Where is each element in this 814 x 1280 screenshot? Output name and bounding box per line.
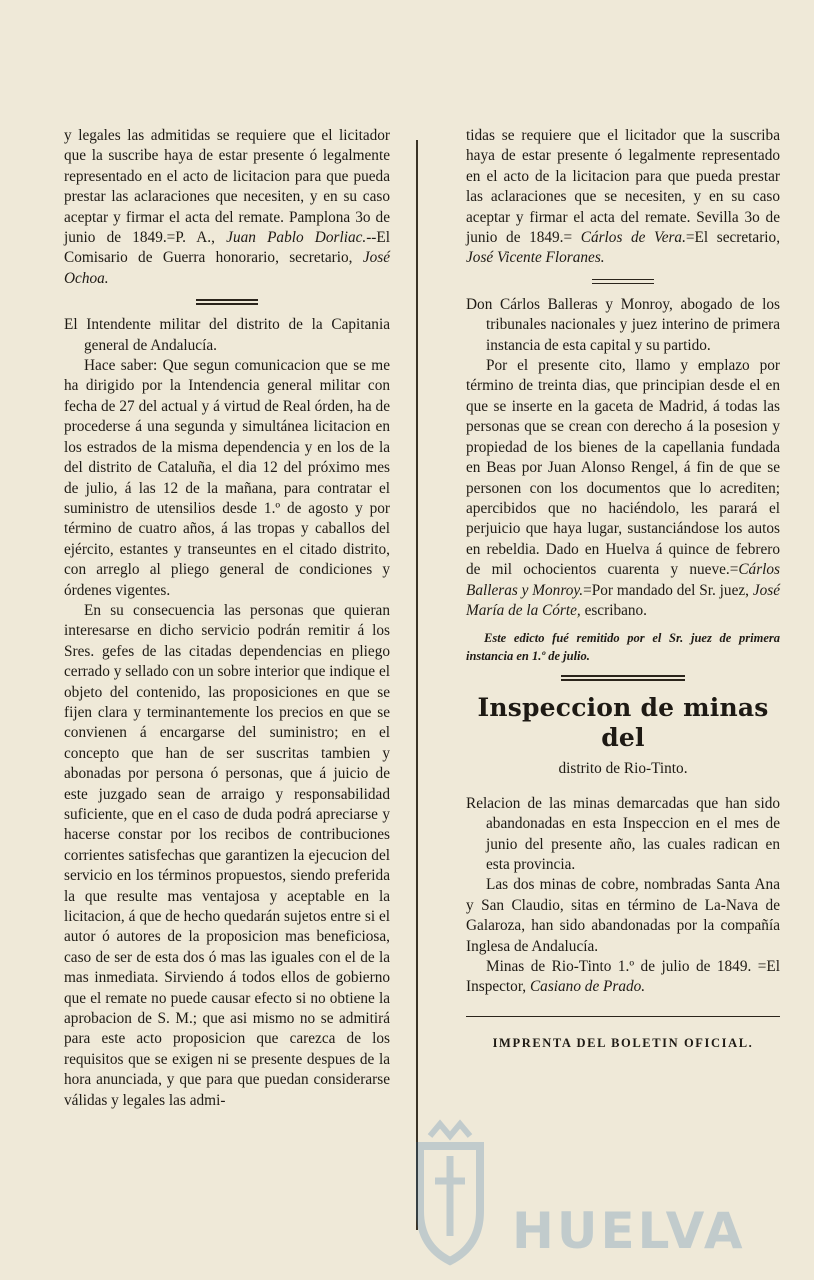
section-divider [592,279,654,285]
left-top-paragraph: y legales las admitidas se requiere que el licitador que la suscribe haya de estar presente ó legalmente representado en el acto de licitacion para que pueda prestar las aclaraciones que necesiten, y en su caso aceptar y firmar el acta del remate. Pamplona 3o de junio de 1849.=P. A., Juan Pablo Dorliac.--El Comisario de Guerra honorario, secretario, José Ochoa. [64,127,390,287]
clerk-name: José María de la Córte, [466,581,781,619]
imprenta-footer: IMPRENTA DEL BOLETIN OFICIAL. [492,1036,754,1051]
judge-name: Cárlos Balleras y Monroy. [466,561,780,599]
mining-heading: Inspeccion de minas del [477,693,769,753]
signatory-name: Juan Pablo Dorliac. [226,229,367,247]
hace-saber-paragraph: Hace saber: Que segun comunicacion que se me ha dirigido por la Intendencia general militar con fecha de 27 del actual y á virtud de Real órden, ha de procederse á una segunda y simultánea licitacion en los estrados de la misma dependencia y en los de la del distrito de Cataluña, el dia 12 del próximo mes de julio, á las 12 de la mañana, para contratar el suministro de utensilios desde 1.º de agosto y por término de cuatro años, á las tropas y caballos del ejército, estantes y transeuntes en el citado distrito, con arreglo al pliego general de condiciones y órdenes vigentes. [64,357,390,599]
don-carlos-heading: Don Cárlos Balleras y Monroy, abogado de los tribunales nacionales y juez interino de primera instancia de esta capital y su partido. [466,295,780,354]
consecuencia-paragraph: En su consecuencia las personas que quieran interesarse en dicho servicio podrán remitir á los Sres. gefes de las citadas dependencias en pliego cerrado y sellado con un sobre interior que indique el objeto del contenido, las proposiciones en que se fijen clara y terminantemente los precios en que se convienen á encargarse del suministro; en el concepto que han de ser suscritas tambien y abonadas por persona ó personas, que á juicio de este juzgado sean de arraigo y responsabilidad suficiente, que en el caso de duda podrá apreciarse y hacerse constar por los recibos de contribuciones corrientes satisfechas que garantizen la ejecucion del servicio en los términos propuestos, siendo preferida la que resulte mas ventajosa y aceptable en la licitacion, á que de hecho quedarán sujetos entre si el autor ó autores de la proposicion mas beneficiosa, caso de ser de esta dos ó mas las iguales con el de la mas inmediata. Sirviendo á todos ellos de gobierno que el remate no puede causar efecto si no obtiene la aprobacion de S. M.; que asi mismo no se admitirá para este acto proposicion que carezca de los requisitos que se exigen ni se presente despues de la hora anunciada, y que para que puedan considerarse válidas y legales las admi- [64,601,390,1109]
minas-paragraph: Las dos minas de cobre, nombradas Santa Ana y San Claudio, sitas en término de La-Nava de Galaroza, han sido abandonadas por la compañía Inglesa de Andalucía. [466,876,780,955]
right-top-paragraph: tidas se requiere que el licitador que la suscriba haya de estar presente ó legalmente representado en el acto de la licitacion para que pueda prestar las aclaraciones que se necesiten, y en su caso aceptar y firmar el acta del remate. Sevilla 3o de junio de 1849.= Cárlos de Vera.=El secretario, José Vicente Floranes. [466,127,781,267]
watermark-text: HUELVA [512,1202,746,1260]
right-column [466,126,780,1054]
section-divider [196,299,258,305]
mining-subheading: distrito de Rio-Tinto. [558,760,688,778]
fecha-paragraph: Minas de Rio-Tinto 1.º de julio de 1849. =El Inspector, Casiano de Prado. [466,958,780,996]
column-divider [416,140,418,1230]
inspector-name: Casiano de Prado. [529,978,646,996]
edict-note: Este edicto fué remitido por el Sr. juez de primera instancia en 1.º de julio. [466,631,780,664]
cito-paragraph: Por el presente cito, llamo y emplazo por término de treinta dias, que principian desde el en que se inserte en la gaceta de Madrid, á todas las personas que se crean con derecho á la posesion y propiedad de los bienes de la capellania fundada en Beas por Juan Alonso Rengel, á fin de que se personen con los documentos que lo acrediten; apercibidos que no haciéndolo, les parará el perjuicio que haya lugar, sustanciándose los autos en rebeldia. Dado en Huelva á quince de febrero de mil ochocientos cuarenta y nueve.=Cárlos Balleras y Monroy.=Por mandado del Sr. juez, José María de la Córte, escribano. [466,357,781,619]
left-column [64,126,390,1111]
secretary-name: José Vicente Floranes. [466,249,605,267]
coat-of-arms-icon [400,1116,500,1266]
relacion-paragraph: Relacion de las minas demarcadas que han sido abandonadas en esta Inspeccion en el mes de junio del presente año, las cuales radican en esta provincia. [466,794,780,873]
signatory-name: Cárlos de Vera. [580,229,686,247]
secretary-name: José Ochoa. [64,249,390,287]
intendente-heading: El Intendente militar del distrito de la Capitania general de Andalucía. [64,316,390,354]
section-divider [561,675,685,681]
huelva-watermark [400,1110,780,1270]
footer-rule [466,1016,780,1018]
